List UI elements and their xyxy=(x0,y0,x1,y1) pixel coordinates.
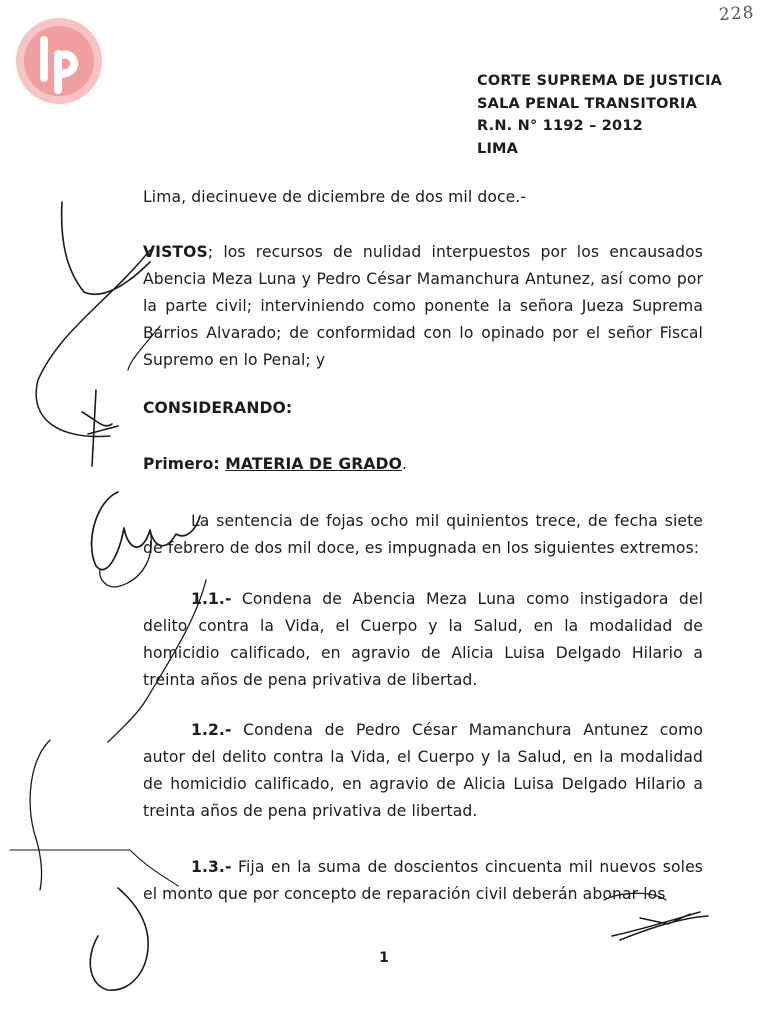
city: LIMA xyxy=(477,140,519,157)
list-item xyxy=(143,586,703,694)
item-text: Condena de Pedro César Mamanchura Antunez como autor del delito contra la Vida, el Cuerpo y la Salud, en la modalidad de homicidio calificado, en agravio de Alicia Luisa Delgado Hilario a treinta años de pena privativa de libertad. xyxy=(143,721,703,820)
item-number: 1.3.- xyxy=(191,858,232,876)
considerando-heading: CONSIDERANDO: xyxy=(143,399,293,417)
item-number: 1.2.- xyxy=(191,721,232,739)
primero-heading: Primero: MATERIA DE GRADO. xyxy=(143,455,408,473)
primero-label: Primero xyxy=(143,455,214,473)
list-item xyxy=(143,854,703,908)
chamber-name: SALA PENAL TRANSITORIA xyxy=(477,95,698,112)
signature-stroke xyxy=(36,250,150,437)
list-item xyxy=(143,717,703,825)
signature-stroke xyxy=(82,390,118,466)
folio-number: 228 xyxy=(717,2,755,26)
signature-stroke xyxy=(62,202,150,294)
signature-stroke xyxy=(30,740,50,890)
item-number: 1.1.- xyxy=(191,590,232,608)
page-number: 1 xyxy=(379,950,389,966)
date-line: Lima, diecinueve de diciembre de dos mil doce.- xyxy=(143,188,527,206)
signature-stroke xyxy=(612,912,708,940)
court-header xyxy=(477,70,722,160)
lp-logo-watermark xyxy=(16,18,102,104)
case-number: R.N. N° 1192 – 2012 xyxy=(477,118,643,134)
intro-paragraph: La sentencia de fojas ocho mil quinientos trece, de fecha siete de febrero de dos mil doce, es impugnada en los siguientes extremos: xyxy=(143,512,703,557)
item-text: Condena de Abencia Meza Luna como instigadora del delito contra la Vida, el Cuerpo y la Salud, en la modalidad de homicidio calificado, en agravio de Alicia Luisa Delgado Hilario a treinta años de pena privativa de libertad. xyxy=(143,590,703,689)
vistos-text: ; los recursos de nulidad interpuestos por los encausados Abencia Meza Luna y Pedro César Mamanchura Antunez, así como por la parte civil; interviniendo como ponente la señora Jueza Suprema Barrios Alvarado; de conformidad con lo opinado por el señor Fiscal Supremo en lo Penal; y xyxy=(143,243,703,369)
item-text: Fija en la suma de doscientos cincuenta mil nuevos soles el monto que por concepto de reparación civil deberán abonar los xyxy=(143,858,703,903)
materia-de-grado-title: MATERIA DE GRADO xyxy=(225,455,402,473)
vistos-label: VISTOS xyxy=(143,243,208,261)
signature-stroke xyxy=(90,888,148,990)
vistos-paragraph xyxy=(143,239,703,374)
court-name: CORTE SUPREMA DE JUSTICIA xyxy=(477,73,723,89)
